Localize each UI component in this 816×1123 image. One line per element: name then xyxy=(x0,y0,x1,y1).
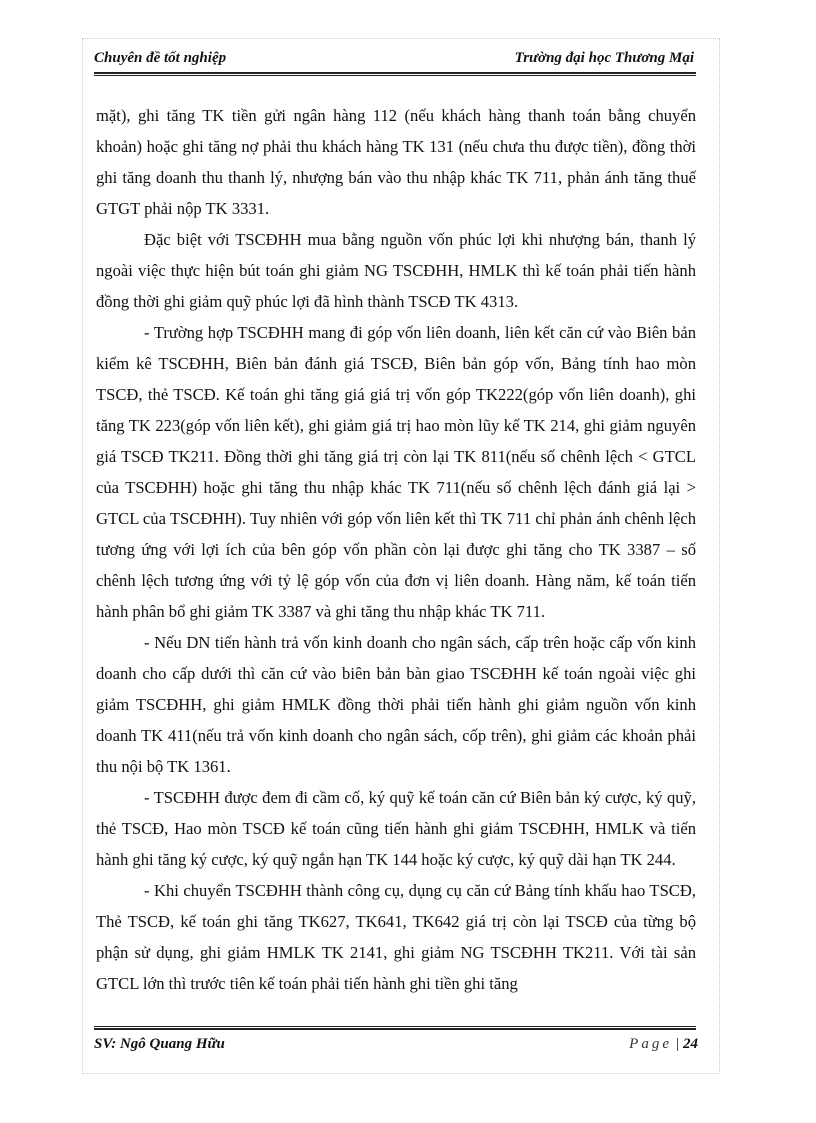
footer-student-name: SV: Ngô Quang Hữu xyxy=(94,1036,225,1052)
paragraph-5: - TSCĐHH được đem đi cầm cố, ký quỹ kế toán căn cứ Biên bản ký cược, ký quỹ, thẻ TSCĐ, Hao mòn TSCĐ kế toán cũng tiến hành ghi giảm TSCĐHH, HMLK và tiến hành ghi tăng ký cược, ký quỹ ngắn hạn TK 144 hoặc ký cược, ký quỹ dài hạn TK 244. xyxy=(96,788,696,869)
page-footer xyxy=(94,1036,698,1060)
body-text xyxy=(96,100,696,999)
paragraph-6: - Khi chuyển TSCĐHH thành công cụ, dụng cụ căn cứ Bảng tính khấu hao TSCĐ, Thẻ TSCĐ, kế toán ghi tăng TK627, TK641, TK642 giá trị còn lại TSCĐ của từng bộ phận sử dụng, ghi giảm HMLK TK 2141, ghi giảm NG TSCĐHH TK211. Với tài sản GTCL lớn thì trước tiên kế toán phải tiến hành ghi tiền ghi tăng xyxy=(96,881,696,993)
header-right-title: Trường đại học Thương Mại xyxy=(514,50,694,66)
header-rule xyxy=(94,72,696,76)
footer-page-label: Page xyxy=(629,1036,672,1052)
footer-separator: | xyxy=(675,1036,679,1052)
paragraph-3: - Trường hợp TSCĐHH mang đi góp vốn liên doanh, liên kết căn cứ vào Biên bản kiểm kê TSCĐHH, Biên bản đánh giá TSCĐ, Biên bản góp vốn, Bảng tính hao mòn TSCĐ, thẻ TSCĐ. Kế toán ghi tăng giá giá trị vốn góp TK222(góp vốn liên doanh), ghi tăng TK 223(góp vốn liên kết), ghi giảm giá trị hao mòn lũy kế TK 214, ghi giảm nguyên giá TSCĐ TK211. Đồng thời ghi tăng giá trị còn lại TK 811(nếu số chênh lệch < GTCL của TSCĐHH) hoặc ghi tăng thu nhập khác TK 711(nếu số chênh lệch đánh giá lại > GTCL của TSCĐHH). Tuy nhiên với góp vốn liên kết thì TK 711 chỉ phản ánh chênh lệch tương ứng với lợi ích của bên góp vốn phần còn lại được ghi tăng cho TK 3387 – số chênh lệch tương ứng với tỷ lệ góp vốn của đơn vị liên doanh. Hàng năm, kế toán tiến hành phân bổ ghi giảm TK 3387 và ghi tăng thu nhập khác TK 711. xyxy=(96,323,696,621)
footer-page-info xyxy=(629,1036,698,1053)
footer-rule xyxy=(94,1026,696,1030)
footer-page-number: 24 xyxy=(683,1036,698,1052)
paragraph-2: Đặc biệt với TSCĐHH mua bằng nguồn vốn phúc lợi khi nhượng bán, thanh lý ngoài việc thực hiện bút toán ghi giảm NG TSCĐHH, HMLK thì kế toán phải tiến hành đồng thời ghi giảm quỹ phúc lợi đã hình thành TSCĐ TK 4313. xyxy=(96,230,696,311)
paragraph-4: - Nếu DN tiến hành trả vốn kinh doanh cho ngân sách, cấp trên hoặc cấp vốn kinh doanh cho cấp dưới thì căn cứ vào biên bản bàn giao TSCĐHH kế toán ngoài việc ghi giảm TSCĐHH, ghi giảm HMLK đồng thời phải tiến hành ghi giảm nguồn vốn kinh doanh TK 411(nếu trả vốn kinh doanh cho ngân sách, cốp trên), ghi giảm các khoản phải thu nội bộ TK 1361. xyxy=(96,633,696,776)
paragraph-1: mặt), ghi tăng TK tiền gửi ngân hàng 112 (nếu khách hàng thanh toán bằng chuyển khoản) hoặc ghi tăng nợ phải thu khách hàng TK 131 (nếu chưa thu được tiền), đồng thời ghi tăng doanh thu thanh lý, nhượng bán vào thu nhập khác TK 711, phản ánh tăng thuế GTGT phải nộp TK 3331. xyxy=(96,106,696,218)
header-left-title: Chuyên đề tốt nghiệp xyxy=(94,50,227,66)
